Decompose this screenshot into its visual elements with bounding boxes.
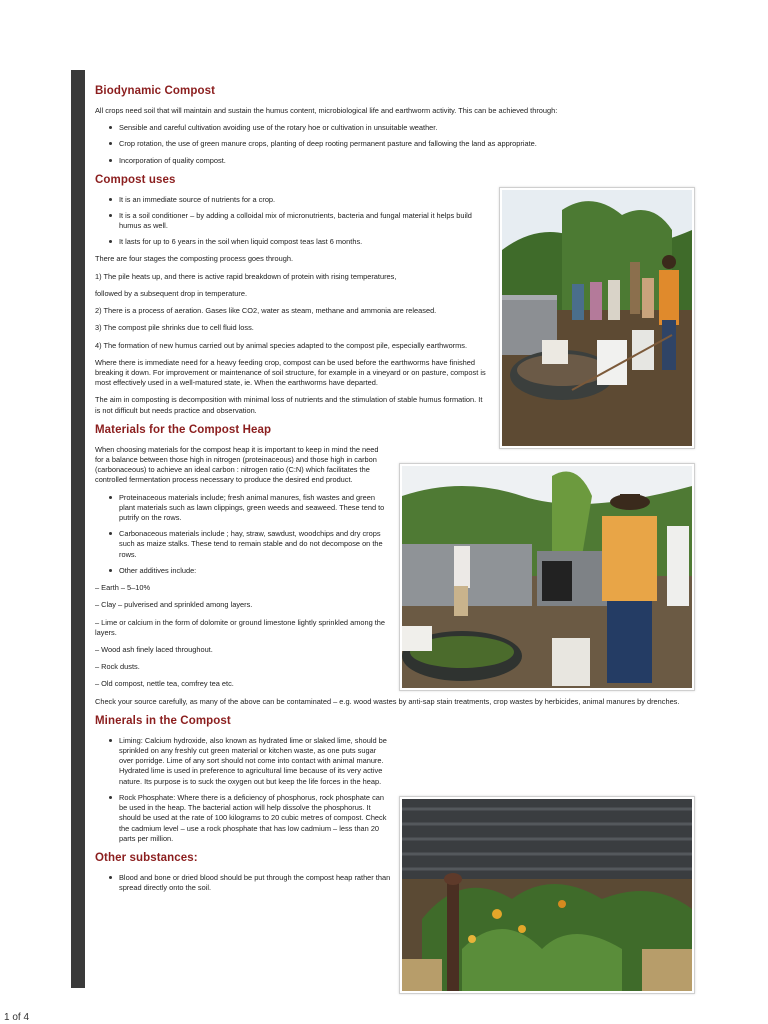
page-number: 1 of 4 (4, 1012, 30, 1023)
uses-paragraph: Where there is immediate need for a heavy feeding crop, compost can be used before the earthworms have finished breaking it down. For improvement or maintenance of soil structure, for example in a vineyard or on pasture, compost is most effectively used in a well-matured state, ie. When the earthworms have departed. (95, 357, 486, 388)
additive-line: – Lime or calcium in the form of dolomite or ground limestone lightly sprinkled among the layers. (95, 617, 386, 637)
uses-paragraph: There are four stages the composting process goes through. (95, 254, 294, 264)
other-substances-list (95, 873, 391, 893)
materials-note: Check your source carefully, as many of the above can be contaminated – e.g. wood wastes by anti-sap stain treatments, crop wastes by herbicides, animal manures by drenches. (95, 696, 680, 706)
materials-intro: When choosing materials for the compost heap it is important to keep in mind the need for a balance between those high in nitrogen (proteinaceous) and those high in carbon (carbonaceous) to achieve an ideal carbon : nitrogen ratio (C:N) which facilitates the controlled fermentation process necessary to produce the desired end product. (95, 444, 379, 485)
list-item: Blood and bone or dried blood should be put through the compost heap rather than spread directly onto the soil. (119, 872, 391, 893)
list-item: Rock Phosphate: Where there is a deficiency of phosphorus, rock phosphate can be used in the heap. The bacterial action will help dissolve the phosphorus. It should be used at the rate of 100 kilograms to 20 cubic metres of compost. Check the cadmium level – use a rock phosphate that has low cadmium – less than 20 parts per million. (119, 793, 391, 844)
list-item: Incorporation of quality compost. (119, 156, 695, 166)
materials-list (95, 493, 389, 577)
section-compost-uses (95, 173, 487, 416)
uses-paragraph: 1) The pile heats up, and there is active rapid breakdown of protein with rising temperatures, (95, 271, 397, 281)
list-item: Carbonaceous materials include ; hay, straw, sawdust, woodchips and dry crops such as maize stalks. These tend to remain stable and do not decompose on the rows. (119, 529, 389, 560)
section-other-substances (95, 851, 391, 893)
additive-line: – Old compost, nettle tea, comfrey tea etc. (95, 679, 234, 689)
list-item: Proteinaceous materials include; fresh animal manures, fish wastes and green plant materials such as lawn clippings, green weeds and seaweed. These tend to putrify on the rows. (119, 493, 389, 524)
list-item: It is a soil conditioner – by adding a colloidal mix of micronutrients, bacteria and fungal material it helps build humus as well. (119, 211, 487, 231)
additive-line: – Wood ash finely laced throughout. (95, 645, 213, 655)
uses-paragraph: 3) The compost pile shrinks due to cell fluid loss. (95, 323, 254, 333)
heading-minerals: Minerals in the Compost (95, 714, 231, 727)
list-item: Sensible and careful cultivation avoiding use of the rotary hoe or cultivation in unsuitable weather. (119, 123, 695, 133)
uses-paragraph: followed by a subsequent drop in temperature. (95, 288, 248, 298)
list-item: It lasts for up to 6 years in the soil when liquid compost teas last 6 months. (119, 237, 487, 247)
biodynamic-intro: All crops need soil that will maintain and sustain the humus content, microbiological life and earthworm activity. This can be achieved through: (95, 105, 558, 115)
biodynamic-list (95, 123, 695, 166)
document-page (95, 84, 695, 900)
additive-line: – Clay – pulverised and sprinkled among layers. (95, 600, 253, 610)
minerals-list (95, 736, 391, 844)
list-item: It is an immediate source of nutrients for a crop. (119, 195, 487, 205)
section-materials (95, 423, 695, 707)
heading-compost-uses: Compost uses (95, 173, 176, 186)
compost-uses-list (95, 195, 487, 248)
section-biodynamic-compost (95, 84, 695, 166)
additive-line: – Rock dusts. (95, 662, 140, 672)
uses-paragraph: 2) There is a process of aeration. Gases like CO2, water as steam, methane and ammonia are released. (95, 306, 437, 316)
page-margin-bar (71, 70, 85, 988)
uses-paragraph: 4) The formation of new humus carried out by animal species adapted to the compost pile, especially earthworms. (95, 340, 468, 350)
uses-paragraph: The aim in composting is decomposition with minimal loss of nutrients and the stimulation of stable humus formation. It is not difficult but needs practice and observation. (95, 395, 483, 415)
list-item: Other additives include: (119, 566, 389, 576)
additive-line: – Earth – 5–10% (95, 583, 151, 593)
section-minerals (95, 714, 391, 844)
heading-biodynamic-compost: Biodynamic Compost (95, 85, 216, 97)
list-item: Crop rotation, the use of green manure crops, planting of deep rooting permanent pasture and fallowing the land as appropriate. (119, 139, 695, 149)
heading-other-substances: Other substances: (95, 851, 198, 864)
heading-materials: Materials for the Compost Heap (95, 423, 272, 436)
list-item: Liming: Calcium hydroxide, also known as hydrated lime or slaked lime, should be sprinkled on any freshly cut green material or kitchen waste, as one puts sugar over porridge. Lime of any sort should not come into contact with animal manure. Hydrated lime is used in preference to agricultural lime because of its very active nature. Its purpose is to suck the oxygen out but keep the life forces in the heap. (119, 736, 391, 787)
